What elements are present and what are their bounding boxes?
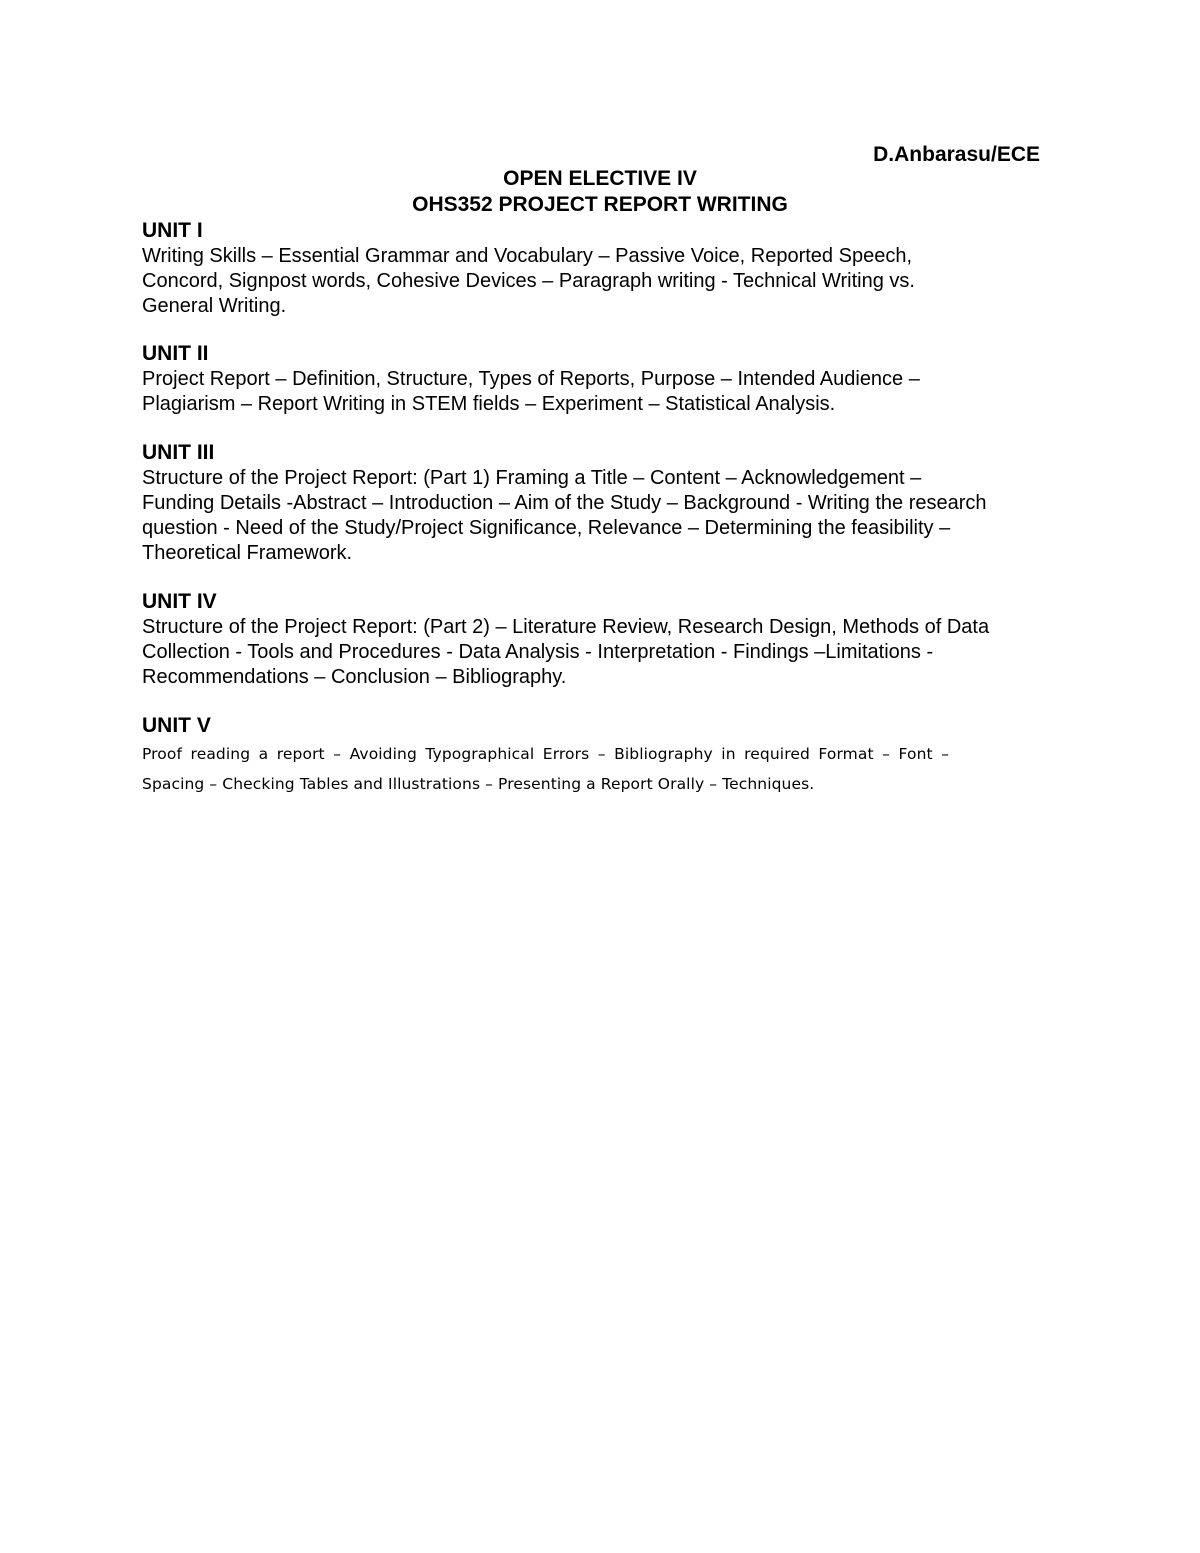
unit-1-section bbox=[142, 218, 1067, 319]
author-label: D.Anbarasu/ECE bbox=[873, 143, 1040, 166]
unit-text-line: Recommendations – Conclusion – Bibliography. bbox=[142, 666, 567, 688]
unit-heading: UNIT II bbox=[142, 342, 209, 365]
unit-text-line: Collection - Tools and Procedures - Data Analysis - Interpretation - Findings –Limitations - bbox=[142, 641, 934, 663]
unit-text-line: Structure of the Project Report: (Part 1) Framing a Title – Content – Acknowledgement – bbox=[142, 467, 922, 489]
unit-text-line: Plagiarism – Report Writing in STEM fields – Experiment – Statistical Analysis. bbox=[142, 393, 836, 415]
unit-text-line: General Writing. bbox=[142, 295, 287, 317]
unit-3-section bbox=[142, 440, 1067, 566]
unit-heading: UNIT V bbox=[142, 714, 211, 737]
course-category-title: OPEN ELECTIVE IV bbox=[503, 167, 697, 190]
unit-text-line: Theoretical Framework. bbox=[142, 542, 353, 564]
unit-5-section bbox=[142, 713, 1067, 799]
unit-text-line: question - Need of the Study/Project Significance, Relevance – Determining the feasibility – bbox=[142, 517, 951, 539]
unit-heading: UNIT III bbox=[142, 441, 215, 464]
unit-heading: UNIT I bbox=[142, 219, 203, 242]
unit-text-line: Writing Skills – Essential Grammar and Vocabulary – Passive Voice, Reported Speech, bbox=[142, 245, 912, 267]
unit-text-line: Structure of the Project Report: (Part 2) – Literature Review, Research Design, Methods of Data bbox=[142, 616, 990, 638]
course-title: OHS352 PROJECT REPORT WRITING bbox=[412, 193, 788, 216]
unit-text-line: Proof reading a report – Avoiding Typographical Errors – Bibliography in required Format – Font – bbox=[142, 745, 950, 763]
unit-2-section bbox=[142, 341, 1067, 417]
unit-text-line: Project Report – Definition, Structure, Types of Reports, Purpose – Intended Audience – bbox=[142, 368, 920, 390]
unit-heading: UNIT IV bbox=[142, 590, 217, 613]
unit-4-section bbox=[142, 589, 1067, 690]
unit-text-line: Spacing – Checking Tables and Illustrations – Presenting a Report Orally – Techniques. bbox=[142, 775, 815, 793]
unit-text-line: Funding Details -Abstract – Introduction – Aim of the Study – Background - Writing the research bbox=[142, 492, 987, 514]
unit-text-line: Concord, Signpost words, Cohesive Devices – Paragraph writing - Technical Writing vs. bbox=[142, 270, 915, 292]
